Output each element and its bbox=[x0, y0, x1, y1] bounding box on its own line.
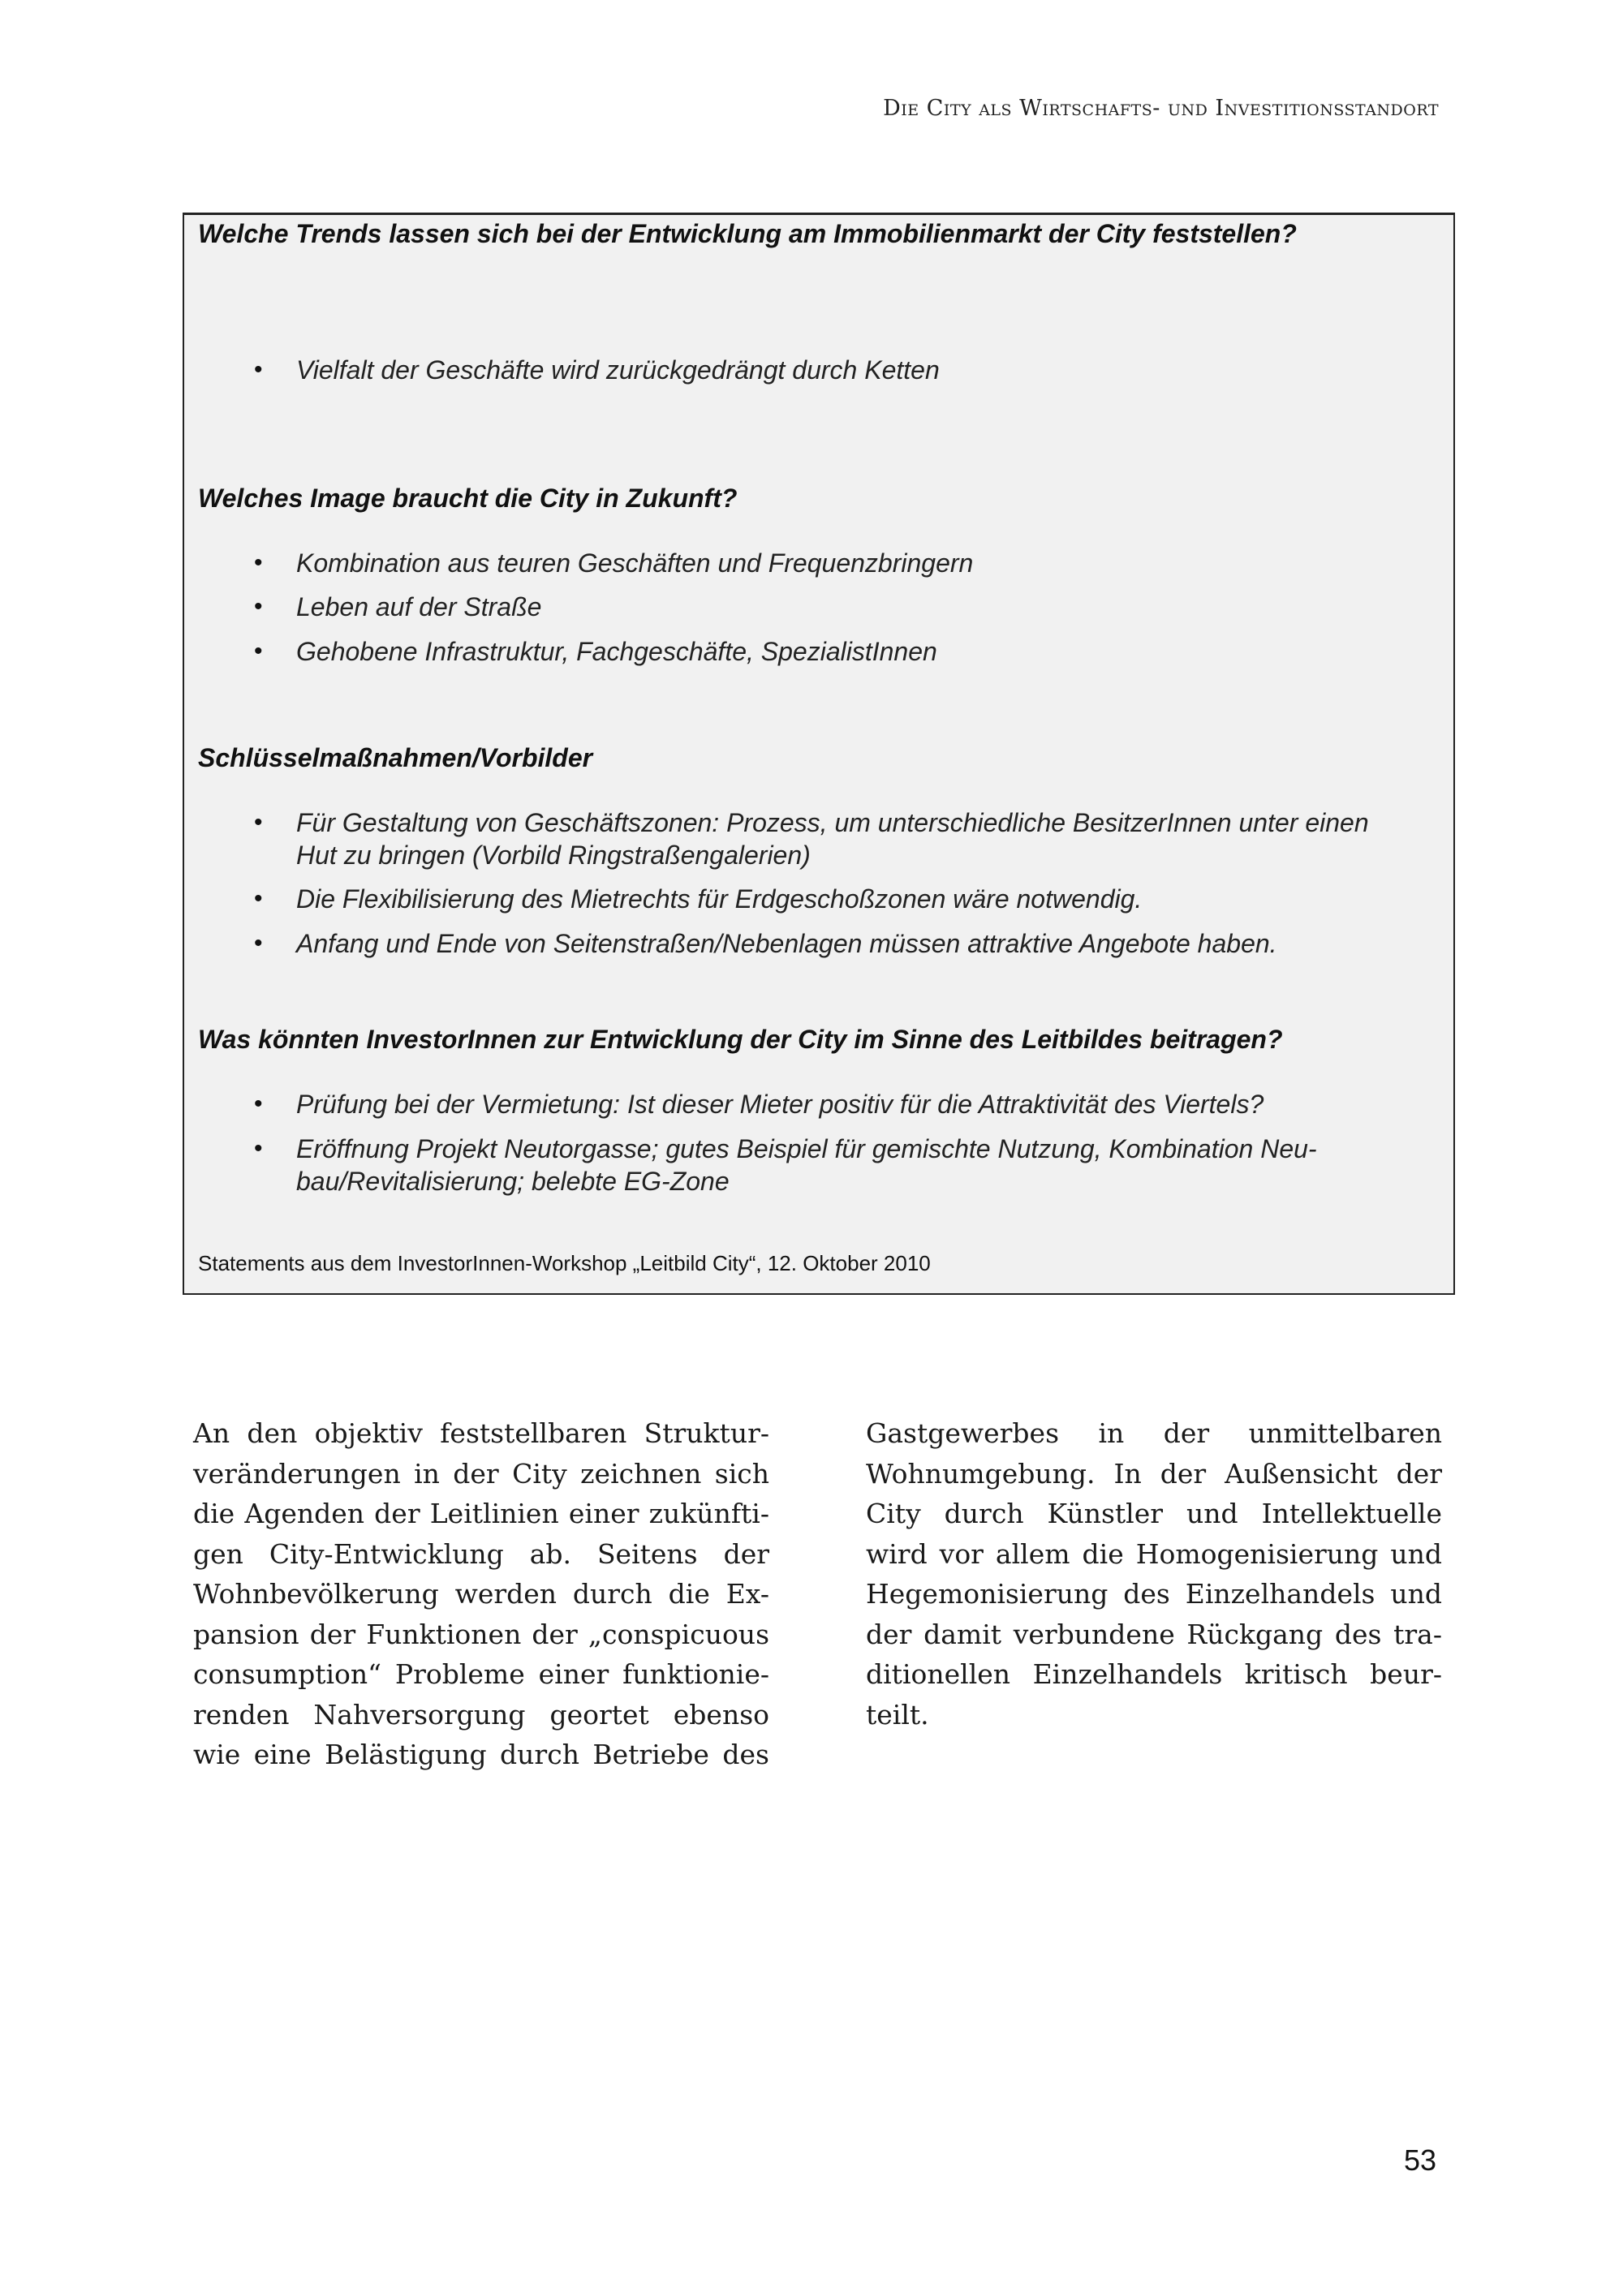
section-heading: Was könnten InvestorInnen zur Entwicklung der City im Sinne des Leitbildes beitragen? bbox=[198, 1025, 1283, 1054]
running-header: Die City als Wirtschafts- und Investitionsstandort bbox=[883, 96, 1439, 121]
bullet-icon: • bbox=[254, 809, 263, 836]
body-line: Wohnumgebung. In der Außensicht der bbox=[866, 1457, 1442, 1490]
bullet-text: Leben auf der Straße bbox=[296, 592, 542, 621]
bullet-text-continued: bau/Revitalisierung; belebte EG-Zone bbox=[296, 1167, 730, 1196]
body-line: Wohnbevölkerung werden durch die Ex- bbox=[193, 1578, 769, 1610]
body-line: City durch Künstler und Intellektuelle bbox=[866, 1498, 1442, 1529]
bullet-text-continued: Hut zu bringen (Vorbild Ringstraßengalerien) bbox=[296, 841, 811, 870]
body-line: Hegemonisierung des Einzelhandels und bbox=[866, 1578, 1442, 1610]
bullet-icon: • bbox=[254, 356, 263, 383]
bullet-icon: • bbox=[254, 549, 263, 576]
bullet-icon: • bbox=[254, 638, 263, 664]
bullet-icon: • bbox=[254, 885, 263, 912]
body-line: gen City-Entwicklung ab. Seitens der bbox=[193, 1537, 769, 1570]
bullet-icon: • bbox=[254, 930, 263, 957]
body-line: veränderungen in der City zeichnen sich bbox=[193, 1457, 769, 1490]
bullet-text: Für Gestaltung von Geschäftszonen: Prozess, um unterschiedliche BesitzerInnen unter einen bbox=[296, 808, 1369, 837]
bullet-icon: • bbox=[254, 1135, 263, 1162]
bullet-text: Die Flexibilisierung des Mietrechts für Erdgeschoßzonen wäre notwendig. bbox=[296, 884, 1143, 914]
body-line: renden Nahversorgung geortet ebenso bbox=[193, 1698, 769, 1731]
body-column-left bbox=[193, 1413, 769, 1775]
bullet-text: Eröffnung Projekt Neutorgasse; gutes Beispiel für gemischte Nutzung, Kombination Neu- bbox=[296, 1134, 1317, 1163]
section-heading: Welches Image braucht die City in Zukunft? bbox=[198, 484, 738, 513]
body-line: pansion der Funktionen der „conspicuous bbox=[193, 1618, 769, 1650]
body-column-right bbox=[866, 1413, 1442, 1735]
body-line: An den objektiv feststellbaren Struktur- bbox=[193, 1417, 769, 1449]
body-line: wird vor allem die Homogenisierung und bbox=[866, 1537, 1442, 1570]
bullet-text: Anfang und Ende von Seitenstraßen/Nebenlagen müssen attraktive Angebote haben. bbox=[296, 929, 1277, 958]
section-heading: Schlüsselmaßnahmen/Vorbilder bbox=[198, 743, 593, 772]
bullet-icon: • bbox=[254, 1090, 263, 1117]
body-line: die Agenden der Leitlinien einer zukünfti- bbox=[193, 1498, 769, 1529]
bullet-text: Kombination aus teuren Geschäften und Frequenzbringern bbox=[296, 548, 974, 578]
bullet-text: Gehobene Infrastruktur, Fachgeschäfte, SpezialistInnen bbox=[296, 637, 937, 666]
body-line: der damit verbundene Rückgang des tra- bbox=[866, 1618, 1442, 1650]
source-caption: Statements aus dem InvestorInnen-Workshop „Leitbild City“, 12. Oktober 2010 bbox=[198, 1251, 931, 1275]
bullet-icon: • bbox=[254, 593, 263, 620]
bullet-text: Prüfung bei der Vermietung: Ist dieser Mieter positiv für die Attraktivität des Viertels? bbox=[296, 1090, 1264, 1119]
body-line: consumption“ Probleme einer funktionie- bbox=[193, 1658, 769, 1690]
page-number: 53 bbox=[1404, 2143, 1437, 2177]
workshop-statements-box bbox=[183, 213, 1455, 1295]
section-heading: Welche Trends lassen sich bei der Entwicklung am Immobilienmarkt der City feststellen? bbox=[198, 219, 1297, 248]
body-line: teilt. bbox=[866, 1698, 929, 1731]
body-line: Gastgewerbes in der unmittelbaren bbox=[866, 1417, 1442, 1449]
body-line: wie eine Belästigung durch Betriebe des bbox=[193, 1739, 769, 1770]
body-line: ditionellen Einzelhandels kritisch beur- bbox=[866, 1658, 1442, 1690]
bullet-text: Vielfalt der Geschäfte wird zurückgedrängt durch Ketten bbox=[296, 355, 940, 385]
